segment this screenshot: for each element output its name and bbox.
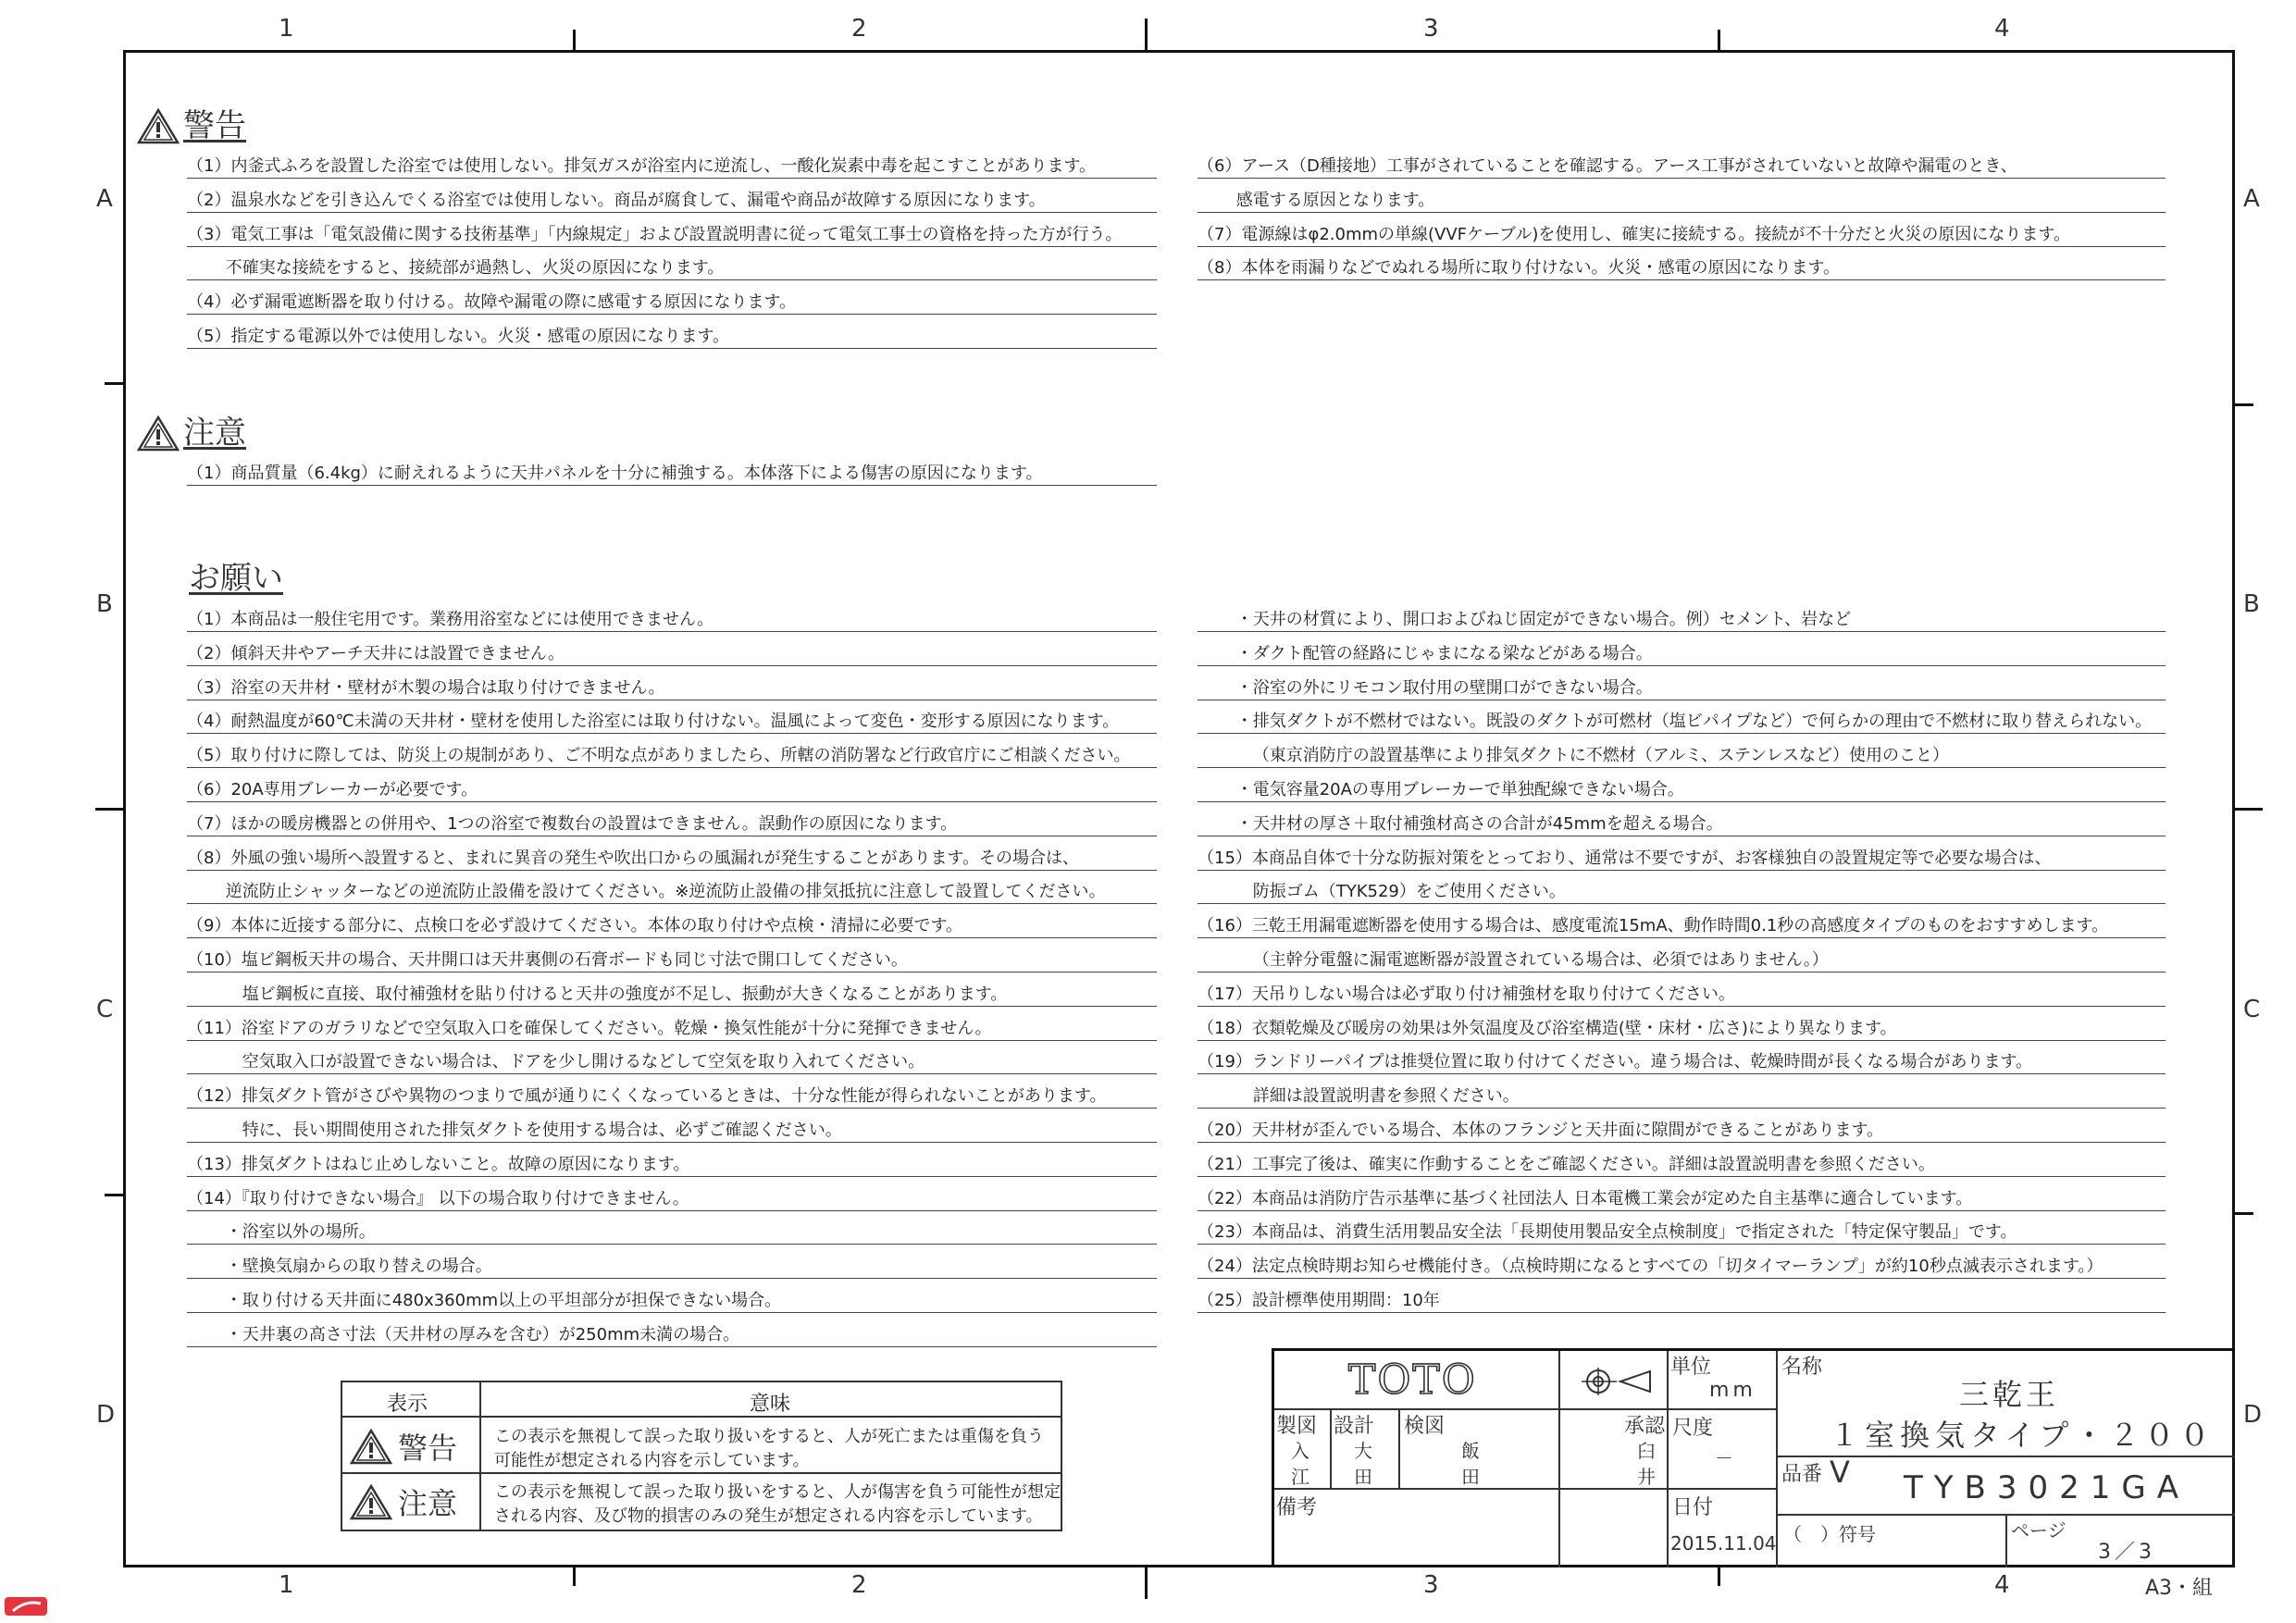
legend-divider-header bbox=[342, 1416, 1061, 1418]
request-item-right-16: （20）天井材が歪んでいる場合、本体のフランジと天井面に隙間ができることがあります。 bbox=[1198, 1120, 2166, 1143]
request-item-right-20: （24）法定点検時期お知らせ機能付き。（点検時期になるとすべての「切タイマーランプ」が約10秒点滅表示されます。） bbox=[1198, 1256, 2166, 1279]
tb-line-v1 bbox=[1558, 1351, 1560, 1567]
warning-item-right-3: （7）電源線はφ2.0mmの単線(VVFケーブル)を使用し、確実に接続する。接続が不十分だと火災の原因になります。 bbox=[1198, 224, 2166, 247]
caution-item-1: （1）商品質量（6.4kg）に耐えれるように天井パネルを十分に補強する。本体落下による傷害の原因になります。 bbox=[187, 463, 1157, 486]
legend-table bbox=[341, 1381, 1062, 1531]
legend-warning-desc-1: この表示を無視して誤った取り扱いをすると、人が死亡または重傷を負う bbox=[494, 1427, 1044, 1446]
legend-warning-desc-2: 可能性が想定される内容を示しています。 bbox=[494, 1451, 810, 1470]
warning-item-right-1: （6）アース（D種接地）工事がされていることを確認する。アース工事がされていないと故障や漏電のとき、 bbox=[1198, 155, 2166, 179]
check-label: 検図 bbox=[1404, 1415, 1446, 1438]
grid-col-4-bottom: 4 bbox=[1994, 1571, 2010, 1599]
request-item-2: （2）傾斜天井やアーチ天井には設置できません。 bbox=[187, 643, 1157, 666]
request-item-22: ・天井裏の高さ寸法（天井材の厚みを含む）が250mm未満の場合。 bbox=[187, 1324, 1157, 1347]
warning-item-3: （3）電気工事は「電気設備に関する技術基準」「内線規定」および設置説明書に従って電気工事士の資格を持った方が行う。 bbox=[187, 224, 1157, 247]
request-item-right-10: （16）三乾王用漏電遮断器を使用する場合は、感度電流15mA、動作時間0.1秒の高感度タイプのものをおすすめします。 bbox=[1198, 915, 2166, 938]
warning-item-5: （4）必ず漏電遮断器を取り付ける。故障や漏電の際に感電する原因になります。 bbox=[187, 291, 1157, 315]
product-type: １室換気タイプ・２００V bbox=[1830, 1418, 2215, 1490]
tb-line-v6 bbox=[2005, 1514, 2007, 1567]
scale-value: － bbox=[1715, 1447, 1733, 1469]
request-item-right-1: ・天井の材質により、開口およびねじ固定ができない場合。例）セメント、岩など bbox=[1198, 609, 2166, 632]
title-block bbox=[1272, 1348, 2235, 1567]
made-name-1: 入 bbox=[1291, 1440, 1309, 1462]
request-item-21: ・取り付ける天井面に480x360mm以上の平坦部分が担保できない場合。 bbox=[187, 1290, 1157, 1313]
request-item-16: 特に、長い期間使用された排気ダクトを使用する場合は、必ずご確認ください。 bbox=[187, 1120, 1157, 1143]
tb-line-v4 bbox=[1330, 1408, 1332, 1488]
approve-name-1: 臼 bbox=[1637, 1440, 1656, 1462]
request-item-12: 塩ビ鋼板に直接、取付補強材を貼り付けると天井の強度が不足し、振動が大きくなることがあります。 bbox=[187, 984, 1157, 1007]
warning-item-right-4: （8）本体を雨漏りなどでぬれる場所に取り付けない。火災・感電の原因になります。 bbox=[1198, 257, 2166, 280]
tick-bottom-2 bbox=[1145, 1567, 1148, 1599]
red-mark-icon bbox=[4, 1594, 50, 1618]
grid-row-b-right: B bbox=[2243, 590, 2260, 618]
tb-line-v5 bbox=[1398, 1408, 1400, 1488]
request-item-right-14: （19）ランドリーパイプは推奨位置に取り付けてください。違う場合は、乾燥時間が長くなる場合があります。 bbox=[1198, 1051, 2166, 1074]
grid-col-1-bottom: 1 bbox=[279, 1571, 294, 1599]
grid-row-d-left: D bbox=[96, 1401, 116, 1429]
warning-item-4: 不確実な接続をすると、接続部が過熱し、火災の原因になります。 bbox=[187, 257, 1157, 280]
check-name-1: 飯 bbox=[1461, 1440, 1480, 1462]
request-item-11: （10）塩ビ鋼板天井の場合、天井開口は天井裏側の石膏ボードも同じ寸法で開口してください。 bbox=[187, 949, 1157, 973]
request-item-18: （14）『取り付けできない場合』 以下の場合取り付けできません。 bbox=[187, 1188, 1157, 1211]
grid-row-a-right: A bbox=[2243, 185, 2260, 213]
legend-caution-label bbox=[350, 1481, 457, 1523]
grid-row-c-right: C bbox=[2243, 996, 2261, 1023]
tick-top-2 bbox=[1145, 19, 1148, 50]
symbol-label: （ ）符号 bbox=[1783, 1523, 1876, 1545]
request-item-right-12: （17）天吊りしない場合は必ず取り付け補強材を取り付けてください。 bbox=[1198, 984, 2166, 1007]
grid-col-4-top: 4 bbox=[1994, 15, 2010, 43]
warning-item-1: （1）内釜式ふろを設置した浴室では使用しない。排気ガスが浴室内に逆流し、一酸化炭素中毒を起こすことがあります。 bbox=[187, 155, 1157, 179]
warning-title: 警告 bbox=[183, 107, 246, 144]
product-name: 三乾王 bbox=[1959, 1377, 2060, 1412]
request-item-right-18: （22）本商品は消防庁告示基準に基づく社団法人 日本電機工業会が定めた自主基準に適合しています。 bbox=[1198, 1188, 2166, 1211]
tick-bottom-3 bbox=[1718, 1567, 1720, 1586]
grid-col-2-top: 2 bbox=[851, 15, 867, 43]
request-item-13: （11）浴室ドアのガラリなどで空気取入口を確保してください。乾燥・換気性能が十分に発揮できません。 bbox=[187, 1018, 1157, 1041]
check-name-2: 田 bbox=[1461, 1466, 1480, 1488]
date-value: 2015.11.04 bbox=[1670, 1532, 1777, 1555]
legend-header-display: 表示 bbox=[387, 1393, 428, 1416]
grid-col-1-top: 1 bbox=[279, 15, 294, 43]
request-item-right-5: （東京消防庁の設置基準により排気ダクトに不燃材（アルミ、ステンレスなど）使用のこと） bbox=[1198, 745, 2166, 768]
request-item-3: （3）浴室の天井材・壁材が木製の場合は取り付けできません。 bbox=[187, 677, 1157, 700]
request-item-5: （5）取り付けに際しては、防災上の規制があり、ご不明な点がありましたら、所轄の消防署など行政官庁にご相談ください。 bbox=[187, 745, 1157, 768]
projection-symbol-icon bbox=[1580, 1366, 1654, 1397]
request-item-7: （7）ほかの暖房機器との併用や、1つの浴室で複数台の設置はできません。誤動作の原因になります。 bbox=[187, 813, 1157, 836]
grid-row-d-right: D bbox=[2243, 1401, 2263, 1429]
name-label: 名称 bbox=[1781, 1356, 1823, 1379]
remarks-label: 備考 bbox=[1276, 1496, 1318, 1519]
request-item-right-19: （23）本商品は、消費生活用製品安全法「長期使用製品安全点検制度」で指定された「特定保守製品」です。 bbox=[1198, 1221, 2166, 1245]
grid-col-2-bottom: 2 bbox=[851, 1571, 867, 1599]
request-item-6: （6）20A専用ブレーカーが必要です。 bbox=[187, 779, 1157, 802]
warning-item-right-2: 感電する原因となります。 bbox=[1198, 190, 2166, 213]
warning-item-2: （2）温泉水などを引き込んでくる浴室では使用しない。商品が腐食して、漏電や商品が故障する原因になります。 bbox=[187, 190, 1157, 213]
grid-row-a-left: A bbox=[96, 185, 113, 213]
request-item-right-17: （21）工事完了後は、確実に作動することをご確認ください。詳細は設置説明書を参照ください。 bbox=[1198, 1154, 2166, 1177]
legend-warning-icon bbox=[350, 1428, 392, 1465]
caution-heading bbox=[137, 415, 246, 452]
tb-line-h3 bbox=[1667, 1408, 1776, 1410]
legend-divider-row bbox=[342, 1472, 1061, 1474]
grid-row-c-left: C bbox=[96, 996, 114, 1023]
request-item-right-13: （18）衣類乾燥及び暖房の効果は外気温度及び浴室構造(壁・床材・広さ)により異なります。 bbox=[1198, 1018, 2166, 1041]
grid-col-3-top: 3 bbox=[1423, 15, 1439, 43]
date-label: 日付 bbox=[1672, 1496, 1714, 1519]
request-item-right-21: （25）設計標準使用期間：10年 bbox=[1198, 1290, 2166, 1313]
request-item-8: （8）外風の強い場所へ設置すると、まれに異音の発生や吹出口からの風漏れが発生することがあります。その場合は、 bbox=[187, 848, 1157, 871]
request-item-4: （4）耐熱温度が60℃未満の天井材・壁材を使用した浴室には取り付けない。温風によって変色・変形する原因になります。 bbox=[187, 711, 1157, 734]
legend-warning-text: 警告 bbox=[398, 1431, 458, 1466]
approve-label: 承認 bbox=[1624, 1415, 1666, 1438]
request-item-right-7: ・天井材の厚さ＋取付補強材高さの合計が45mmを超える場合。 bbox=[1198, 813, 2166, 836]
product-number-label: 品番 bbox=[1781, 1463, 1823, 1486]
request-item-17: （13）排気ダクトはねじ止めしないこと。故障の原因になります。 bbox=[187, 1154, 1157, 1177]
warning-heading bbox=[137, 107, 246, 144]
tick-top-1 bbox=[573, 30, 576, 50]
request-heading bbox=[189, 560, 283, 597]
legend-caution-text: 注意 bbox=[398, 1486, 458, 1521]
request-item-9: 逆流防止シャッターなどの逆流防止設備を設けてください。※逆流防止設備の排気抵抗に注意して設置してください。 bbox=[187, 881, 1157, 904]
grid-row-b-left: B bbox=[96, 590, 113, 618]
request-item-20: ・壁換気扇からの取り替えの場合。 bbox=[187, 1256, 1157, 1279]
tb-line-h4 bbox=[1667, 1488, 1776, 1490]
warning-triangle-icon bbox=[137, 107, 180, 144]
request-item-right-11: （主幹分電盤に漏電遮断器が設置されている場合は、必須ではありません。） bbox=[1198, 949, 2166, 973]
request-item-right-2: ・ダクト配管の経路にじゃまになる梁などがある場合。 bbox=[1198, 643, 2166, 666]
toto-logo: TOTO bbox=[1348, 1357, 1477, 1404]
tick-bottom-1 bbox=[573, 1567, 576, 1586]
legend-divider-vertical bbox=[479, 1382, 481, 1530]
request-item-19: ・浴室以外の場所。 bbox=[187, 1221, 1157, 1245]
request-item-right-6: ・電気容量20Aの専用ブレーカーで単独配線できない場合。 bbox=[1198, 779, 2166, 802]
request-item-right-9: 防振ゴム（TYK529）をご使用ください。 bbox=[1198, 881, 2166, 904]
caution-title: 注意 bbox=[183, 415, 246, 452]
made-label: 製図 bbox=[1276, 1415, 1318, 1438]
request-item-10: （9）本体に近接する部分に、点検口を必ず設けてください。本体の取り付けや点検・清掃に必要です。 bbox=[187, 915, 1157, 938]
tick-right-2 bbox=[2235, 808, 2263, 811]
legend-caution-icon bbox=[350, 1483, 392, 1520]
legend-caution-desc-1: この表示を無視して誤った取り扱いをすると、人が傷害を負う可能性が想定 bbox=[494, 1482, 1061, 1502]
tick-right-1 bbox=[2235, 403, 2253, 406]
design-name-1: 大 bbox=[1354, 1440, 1372, 1462]
caution-triangle-icon bbox=[137, 415, 180, 452]
page-value: 3／3 bbox=[2098, 1541, 2155, 1564]
request-item-15: （12）排気ダクト管がさびや異物のつまりで風が通りにくくなっているときは、十分な性能が得られないことがあります。 bbox=[187, 1085, 1157, 1109]
made-name-2: 江 bbox=[1291, 1466, 1309, 1488]
request-title: お願い bbox=[189, 560, 283, 597]
scale-label: 尺度 bbox=[1672, 1417, 1714, 1440]
design-label: 設計 bbox=[1334, 1415, 1375, 1438]
unit-label: 単位 bbox=[1670, 1356, 1712, 1379]
request-item-right-8: （15）本商品自体で十分な防振対策をとっており、通常は不要ですが、お客様独自の設置規定等で必要な場合は、 bbox=[1198, 848, 2166, 871]
page-label: ページ bbox=[2011, 1519, 2066, 1542]
legend-header-meaning: 意味 bbox=[750, 1393, 791, 1416]
approve-name-2: 井 bbox=[1637, 1466, 1656, 1488]
tick-left-3 bbox=[105, 1194, 123, 1196]
tick-left-2 bbox=[95, 808, 123, 811]
request-item-right-15: 詳細は設置説明書を参照ください。 bbox=[1198, 1085, 2166, 1109]
unit-value: mm bbox=[1709, 1379, 1756, 1402]
request-item-right-4: ・排気ダクトが不燃材ではない。既設のダクトが可燃材（塩ビパイプなど）で何らかの理由で不燃材に取り替えられない。 bbox=[1198, 711, 2166, 734]
tick-top-3 bbox=[1718, 30, 1720, 50]
tick-left-1 bbox=[105, 382, 123, 385]
design-name-2: 田 bbox=[1354, 1466, 1372, 1488]
request-item-14: 空気取入口が設置できない場合は、ドアを少し開けるなどして空気を取り入れてください。 bbox=[187, 1051, 1157, 1074]
grid-col-3-bottom: 3 bbox=[1423, 1571, 1439, 1599]
request-item-1: （1）本商品は一般住宅用です。業務用浴室などには使用できません。 bbox=[187, 609, 1157, 632]
legend-warning-label bbox=[350, 1425, 457, 1468]
sheet-size: A3・組 bbox=[2145, 1577, 2214, 1600]
warning-item-6: （5）指定する電源以外では使用しない。火災・感電の原因になります。 bbox=[187, 326, 1157, 349]
product-number: TYB3021GA bbox=[1904, 1469, 2190, 1506]
tb-line-v2 bbox=[1667, 1351, 1669, 1567]
legend-caution-desc-2: される内容、及び物的損害のみの発生が想定される内容を示しています。 bbox=[494, 1506, 1043, 1526]
request-item-right-3: ・浴室の外にリモコン取付用の壁開口ができない場合。 bbox=[1198, 677, 2166, 700]
tick-right-3 bbox=[2235, 1212, 2253, 1215]
